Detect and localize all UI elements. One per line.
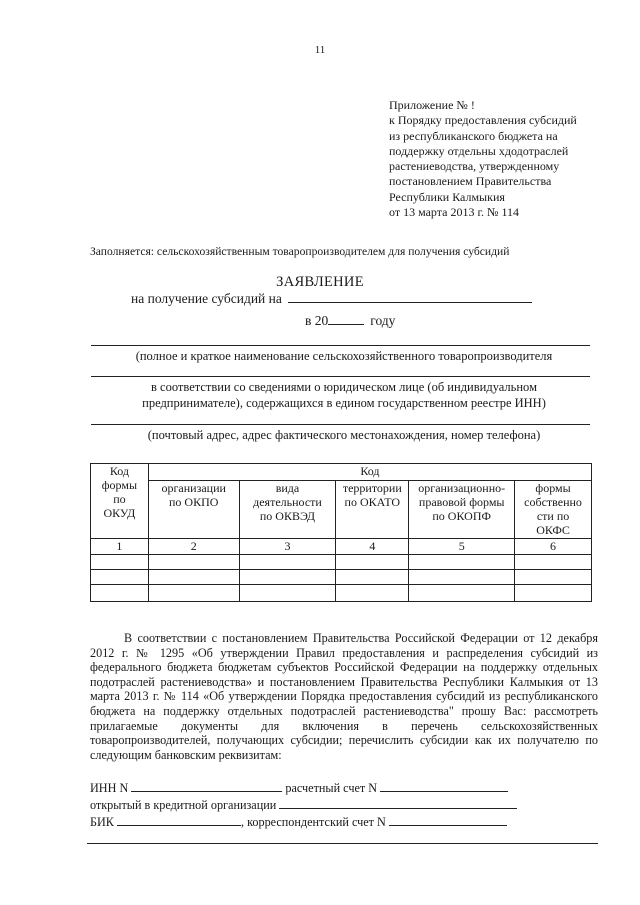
- subsidy-purpose-blank[interactable]: [288, 291, 532, 303]
- subsidy-purpose-label: на получение субсидий на: [131, 291, 282, 306]
- table-row: [91, 555, 592, 570]
- table-row: [91, 570, 592, 585]
- table-cell[interactable]: [91, 570, 149, 585]
- appendix-line: от 13 марта 2013 г. № 114: [389, 205, 520, 220]
- table-cell[interactable]: [336, 570, 409, 585]
- page-number: 11: [314, 44, 326, 56]
- address-field-line[interactable]: [91, 424, 590, 425]
- table-cell[interactable]: [336, 585, 409, 602]
- fill-note: Заполняется: сельскохозяйственным товаропроизводителем для получения субсидий: [90, 245, 510, 258]
- table-cell[interactable]: [515, 570, 592, 585]
- okud-header: Код формы по ОКУД: [91, 464, 149, 539]
- table-cell[interactable]: [336, 555, 409, 570]
- column-number: 1: [91, 539, 149, 555]
- table-row: [91, 585, 592, 602]
- application-paragraph: В соответствии с постановлением Правительства Российской Федерации от 12 декабря 2012 г. № 1295 «Об утверждении Правил предоставления и распределения субсидий из федерального бюджета бюджетам субъектов Российской Федерации на поддержку отдельных подотраслей растениеводства» и постановлением Правительства Республики Калмыкия от 13 марта 2013 г. № 114 «Об утверждении Порядка предоставления субсидий из республиканского бюджета на поддержку отдельных подотраслей растениеводства" прошу Вас: рассмотреть прилагаемые документы для включения в перечень сельскохозяйственных товаропроизводителей, получающих субсидии; перечислить субсидии как их получателю по следующим банковским реквизитам:: [90, 631, 598, 762]
- okfs-header: формы собственно сти по ОКФС: [515, 481, 592, 539]
- table-cell[interactable]: [409, 555, 515, 570]
- name-field-line[interactable]: [91, 345, 590, 346]
- codes-table: [90, 463, 592, 602]
- appendix-line: постановлением Правительства: [389, 174, 552, 189]
- caption-registry-1: в соответствии со сведениями о юридическом лице (об индивидуальном: [151, 380, 537, 394]
- appendix-line: к Порядку предоставления субсидий: [389, 113, 577, 128]
- column-number: 3: [239, 539, 336, 555]
- table-cell[interactable]: [515, 585, 592, 602]
- account-blank[interactable]: [380, 781, 508, 792]
- bank-line: [90, 798, 517, 813]
- document-title: ЗАЯВЛЕНИЕ: [276, 274, 364, 290]
- okpo-header: организации по ОКПО: [148, 481, 239, 539]
- table-cell[interactable]: [148, 555, 239, 570]
- bik-line: [90, 815, 507, 830]
- bottom-divider: [87, 843, 598, 844]
- column-numbers-row: [91, 539, 592, 555]
- table-cell[interactable]: [91, 555, 149, 570]
- column-number: 6: [515, 539, 592, 555]
- column-number: 5: [409, 539, 515, 555]
- corr-account-label: , корреспондентский счет N: [240, 815, 386, 829]
- bik-label: БИК: [90, 815, 114, 829]
- table-cell[interactable]: [91, 585, 149, 602]
- bik-blank[interactable]: [117, 815, 241, 826]
- year-blank[interactable]: [328, 313, 364, 325]
- caption-registry-2: предпринимателе), содержащихся в едином государственном реестре ИНН): [142, 396, 546, 410]
- table-cell[interactable]: [148, 570, 239, 585]
- bank-blank[interactable]: [279, 798, 517, 809]
- appendix-line: растениеводства, утвержденному: [389, 159, 560, 174]
- table-cell[interactable]: [239, 585, 336, 602]
- caption-address: (почтовый адрес, адрес фактического местонахождения, номер телефона): [147, 428, 541, 442]
- okato-header: территории по ОКАТО: [336, 481, 409, 539]
- account-label: расчетный счет N: [285, 781, 378, 795]
- year-prefix: в 20: [305, 313, 329, 328]
- inn-label: ИНН N: [90, 781, 129, 795]
- appendix-line: Республики Калмыкия: [389, 189, 505, 204]
- table-cell[interactable]: [239, 570, 336, 585]
- appendix-line: поддержку отдельны хдодотраслей: [389, 143, 569, 158]
- table-cell[interactable]: [515, 555, 592, 570]
- okopf-header: организационно- правовой формы по ОКОПФ: [409, 481, 515, 539]
- year-line: [305, 313, 395, 329]
- table-cell[interactable]: [409, 585, 515, 602]
- caption-name: (полное и краткое наименование сельскохозяйственного товаропроизводителя: [135, 349, 553, 363]
- subsidy-purpose-line: [131, 291, 532, 307]
- appendix-block: [389, 98, 577, 220]
- inn-line: [90, 781, 508, 796]
- okved-header: вида деятельности по ОКВЭД: [239, 481, 336, 539]
- table-cell[interactable]: [148, 585, 239, 602]
- corr-account-blank[interactable]: [389, 815, 507, 826]
- opened-label: открытый в кредитной организации: [90, 798, 277, 812]
- column-number: 4: [336, 539, 409, 555]
- table-cell[interactable]: [239, 555, 336, 570]
- inn-blank[interactable]: [131, 781, 282, 792]
- name-field-line-2[interactable]: [91, 376, 590, 377]
- table-cell[interactable]: [409, 570, 515, 585]
- appendix-line: из республиканского бюджета на: [389, 128, 558, 143]
- code-group-header: Код: [148, 464, 591, 481]
- year-suffix: году: [370, 313, 396, 328]
- column-number: 2: [148, 539, 239, 555]
- appendix-line: Приложение № !: [389, 98, 475, 112]
